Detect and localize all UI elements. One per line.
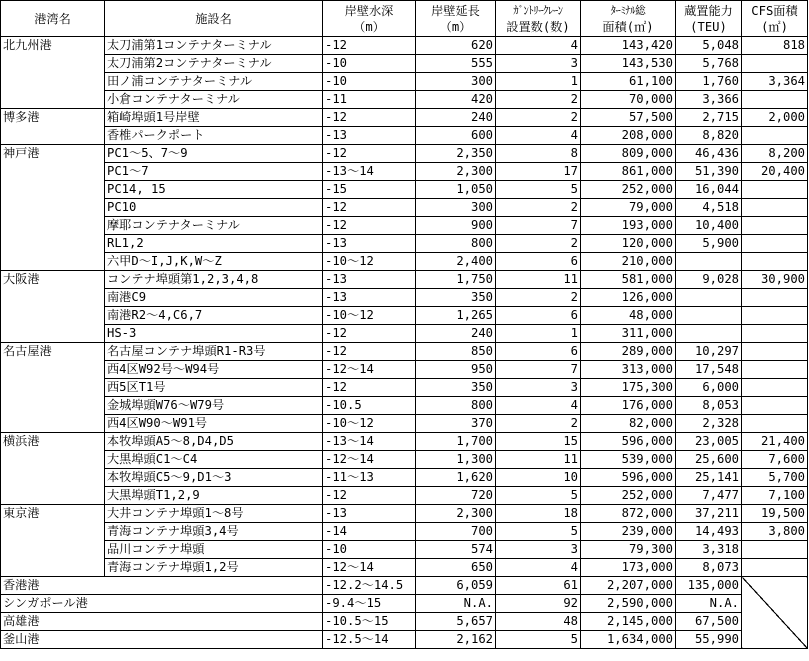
cfs-cell [742, 55, 808, 73]
cfs-cell [742, 181, 808, 199]
area-cell: 210,000 [581, 253, 676, 271]
header-cranes: ｶﾞﾝﾄﾘｰｸﾚｰﾝ 設置数(数) [496, 1, 581, 37]
depth-cell: -10.5 [323, 397, 416, 415]
facility-name-cell: 金城埠頭W76～W79号 [105, 397, 323, 415]
area-cell: 79,300 [581, 541, 676, 559]
cranes-cell: 1 [496, 73, 581, 91]
table-row [1, 271, 808, 289]
port-name-cell: 大阪港 [1, 271, 105, 343]
cranes-cell: 92 [496, 595, 581, 613]
cfs-cell [742, 235, 808, 253]
depth-cell: -12～14 [323, 451, 416, 469]
capacity-cell [676, 325, 742, 343]
table-row [1, 505, 808, 523]
cranes-cell: 17 [496, 163, 581, 181]
area-cell: 2,207,000 [581, 577, 676, 595]
area-cell: 1,634,000 [581, 631, 676, 649]
table-row [1, 631, 808, 649]
facility-name-cell: 香椎パークポート [105, 127, 323, 145]
cfs-cell: 3,800 [742, 523, 808, 541]
depth-cell: -12～14 [323, 361, 416, 379]
depth-cell: -14 [323, 523, 416, 541]
port-name-cell: 名古屋港 [1, 343, 105, 433]
cranes-cell: 3 [496, 379, 581, 397]
area-cell: 872,000 [581, 505, 676, 523]
depth-cell: -12 [323, 217, 416, 235]
cranes-cell: 2 [496, 199, 581, 217]
capacity-cell: 46,436 [676, 145, 742, 163]
length-cell: 240 [416, 109, 496, 127]
cfs-cell [742, 415, 808, 433]
depth-cell: -10～12 [323, 415, 416, 433]
capacity-cell: 1,760 [676, 73, 742, 91]
length-cell: 240 [416, 325, 496, 343]
table-row [1, 199, 808, 217]
depth-cell: -12 [323, 379, 416, 397]
cranes-cell: 6 [496, 253, 581, 271]
length-cell: 720 [416, 487, 496, 505]
depth-cell: -10 [323, 73, 416, 91]
depth-cell: -12.2～14.5 [323, 577, 416, 595]
table-row [1, 55, 808, 73]
length-cell: 800 [416, 235, 496, 253]
area-cell: 596,000 [581, 469, 676, 487]
cranes-cell: 2 [496, 235, 581, 253]
cranes-cell: 11 [496, 451, 581, 469]
cranes-cell: 11 [496, 271, 581, 289]
cranes-cell: 2 [496, 109, 581, 127]
depth-cell: -12 [323, 325, 416, 343]
cranes-cell: 2 [496, 289, 581, 307]
port-name-cell: 東京港 [1, 505, 105, 577]
area-cell: 289,000 [581, 343, 676, 361]
length-cell: 5,657 [416, 613, 496, 631]
depth-cell: -10～12 [323, 253, 416, 271]
facility-name-cell: PC1～5、7～9 [105, 145, 323, 163]
cranes-cell: 48 [496, 613, 581, 631]
facility-name-cell: 西4区W90～W91号 [105, 415, 323, 433]
cfs-cell [742, 253, 808, 271]
table-row [1, 91, 808, 109]
cfs-not-applicable-cell [742, 577, 808, 649]
depth-cell: -10 [323, 55, 416, 73]
capacity-cell [676, 289, 742, 307]
cranes-cell: 8 [496, 145, 581, 163]
facility-name-cell: 大井コンテナ埠頭1～8号 [105, 505, 323, 523]
area-cell: 311,000 [581, 325, 676, 343]
cranes-cell: 3 [496, 55, 581, 73]
capacity-cell: 10,297 [676, 343, 742, 361]
depth-cell: -13～14 [323, 433, 416, 451]
cfs-cell [742, 289, 808, 307]
depth-cell: -13 [323, 505, 416, 523]
depth-cell: -12 [323, 343, 416, 361]
depth-cell: -12.5～14 [323, 631, 416, 649]
cranes-cell: 61 [496, 577, 581, 595]
length-cell: 350 [416, 379, 496, 397]
capacity-cell: 14,493 [676, 523, 742, 541]
cfs-cell: 5,700 [742, 469, 808, 487]
cfs-cell: 19,500 [742, 505, 808, 523]
area-cell: 809,000 [581, 145, 676, 163]
port-name-cell: 高雄港 [1, 613, 323, 631]
length-cell: 300 [416, 73, 496, 91]
capacity-cell: 37,211 [676, 505, 742, 523]
depth-cell: -15 [323, 181, 416, 199]
facility-name-cell: 本牧埠頭A5～8,D4,D5 [105, 433, 323, 451]
cranes-cell: 5 [496, 523, 581, 541]
table-row [1, 325, 808, 343]
length-cell: 650 [416, 559, 496, 577]
cfs-cell [742, 127, 808, 145]
facility-name-cell: 西5区T1号 [105, 379, 323, 397]
capacity-cell [676, 253, 742, 271]
depth-cell: -13 [323, 127, 416, 145]
facility-name-cell: 本牧埠頭C5～9,D1～3 [105, 469, 323, 487]
length-cell: 850 [416, 343, 496, 361]
port-name-cell: 香港港 [1, 577, 323, 595]
table-row [1, 73, 808, 91]
length-cell: 1,265 [416, 307, 496, 325]
length-cell: 1,700 [416, 433, 496, 451]
area-cell: 193,000 [581, 217, 676, 235]
cranes-cell: 5 [496, 181, 581, 199]
header-depth: 岸壁水深 （m） [323, 1, 416, 37]
depth-cell: -9.4～15 [323, 595, 416, 613]
header-port: 港湾名 [1, 1, 105, 37]
cfs-cell: 818 [742, 37, 808, 55]
cranes-cell: 5 [496, 487, 581, 505]
table-row [1, 37, 808, 55]
facility-name-cell: 大黒埠頭C1～C4 [105, 451, 323, 469]
cranes-cell: 18 [496, 505, 581, 523]
capacity-cell: 8,073 [676, 559, 742, 577]
cranes-cell: 4 [496, 37, 581, 55]
capacity-cell: 8,820 [676, 127, 742, 145]
capacity-cell: 10,400 [676, 217, 742, 235]
cfs-cell: 7,600 [742, 451, 808, 469]
port-name-cell: 北九州港 [1, 37, 105, 109]
depth-cell: -13～14 [323, 163, 416, 181]
area-cell: 2,145,000 [581, 613, 676, 631]
length-cell: 950 [416, 361, 496, 379]
cranes-cell: 2 [496, 415, 581, 433]
table-row [1, 127, 808, 145]
cfs-cell [742, 217, 808, 235]
length-cell: 2,162 [416, 631, 496, 649]
facility-name-cell: 南港R2～4,C6,7 [105, 307, 323, 325]
table-row [1, 541, 808, 559]
header-capacity: 蔵置能力 (TEU) [676, 1, 742, 37]
table-row [1, 595, 808, 613]
length-cell: N.A. [416, 595, 496, 613]
facility-name-cell: PC14, 15 [105, 181, 323, 199]
table-row [1, 397, 808, 415]
cfs-cell [742, 325, 808, 343]
depth-cell: -12 [323, 37, 416, 55]
table-body [1, 37, 808, 649]
length-cell: 620 [416, 37, 496, 55]
table-row [1, 523, 808, 541]
area-cell: 173,000 [581, 559, 676, 577]
facility-name-cell: 太刀浦第1コンテナターミナル [105, 37, 323, 55]
area-cell: 79,000 [581, 199, 676, 217]
table-row [1, 253, 808, 271]
facility-name-cell: 青海コンテナ埠頭3,4号 [105, 523, 323, 541]
facility-name-cell: 西4区W92号～W94号 [105, 361, 323, 379]
length-cell: 2,300 [416, 505, 496, 523]
capacity-cell: 25,141 [676, 469, 742, 487]
port-name-cell: 博多港 [1, 109, 105, 145]
facility-name-cell: 名古屋コンテナ埠頭R1-R3号 [105, 343, 323, 361]
cranes-cell: 6 [496, 307, 581, 325]
depth-cell: -12 [323, 109, 416, 127]
facility-name-cell: 青海コンテナ埠頭1,2号 [105, 559, 323, 577]
area-cell: 61,100 [581, 73, 676, 91]
depth-cell: -13 [323, 235, 416, 253]
port-name-cell: 神戸港 [1, 145, 105, 271]
facility-name-cell: 六甲D～I,J,K,W～Z [105, 253, 323, 271]
table-row [1, 289, 808, 307]
table-row [1, 469, 808, 487]
cranes-cell: 4 [496, 397, 581, 415]
length-cell: 900 [416, 217, 496, 235]
cranes-cell: 4 [496, 559, 581, 577]
facility-name-cell: 大黒埠頭T1,2,9 [105, 487, 323, 505]
table-row [1, 343, 808, 361]
length-cell: 1,620 [416, 469, 496, 487]
depth-cell: -13 [323, 271, 416, 289]
depth-cell: -11 [323, 91, 416, 109]
table-row [1, 217, 808, 235]
depth-cell: -12 [323, 199, 416, 217]
table-row [1, 163, 808, 181]
table-row [1, 361, 808, 379]
depth-cell: -10.5～15 [323, 613, 416, 631]
cranes-cell: 1 [496, 325, 581, 343]
area-cell: 596,000 [581, 433, 676, 451]
facility-name-cell: 南港C9 [105, 289, 323, 307]
length-cell: 2,300 [416, 163, 496, 181]
facility-name-cell: 摩耶コンテナターミナル [105, 217, 323, 235]
area-cell: 175,300 [581, 379, 676, 397]
cfs-cell [742, 397, 808, 415]
capacity-cell: N.A. [676, 595, 742, 613]
capacity-cell: 55,990 [676, 631, 742, 649]
capacity-cell: 6,000 [676, 379, 742, 397]
cfs-cell: 3,364 [742, 73, 808, 91]
table-row [1, 109, 808, 127]
facility-name-cell: HS-3 [105, 325, 323, 343]
capacity-cell: 135,000 [676, 577, 742, 595]
facility-name-cell: 田ノ浦コンテナターミナル [105, 73, 323, 91]
cfs-cell: 30,900 [742, 271, 808, 289]
header-facility: 施設名 [105, 1, 323, 37]
facility-name-cell: 太刀浦第2コンテナターミナル [105, 55, 323, 73]
facility-name-cell: 箱崎埠頭1号岸壁 [105, 109, 323, 127]
table-header [1, 1, 808, 37]
capacity-cell: 51,390 [676, 163, 742, 181]
length-cell: 6,059 [416, 577, 496, 595]
length-cell: 700 [416, 523, 496, 541]
length-cell: 1,300 [416, 451, 496, 469]
capacity-cell: 5,768 [676, 55, 742, 73]
header-length: 岸壁延長 （m） [416, 1, 496, 37]
capacity-cell: 16,044 [676, 181, 742, 199]
port-name-cell: 横浜港 [1, 433, 105, 505]
cranes-cell: 7 [496, 217, 581, 235]
depth-cell: -12～14 [323, 559, 416, 577]
capacity-cell: 4,518 [676, 199, 742, 217]
table-row [1, 451, 808, 469]
cranes-cell: 7 [496, 361, 581, 379]
area-cell: 126,000 [581, 289, 676, 307]
capacity-cell: 8,053 [676, 397, 742, 415]
facility-name-cell: PC1～7 [105, 163, 323, 181]
area-cell: 176,000 [581, 397, 676, 415]
capacity-cell: 3,366 [676, 91, 742, 109]
table-row [1, 307, 808, 325]
table-row [1, 559, 808, 577]
length-cell: 1,750 [416, 271, 496, 289]
depth-cell: -13 [323, 289, 416, 307]
area-cell: 143,530 [581, 55, 676, 73]
length-cell: 370 [416, 415, 496, 433]
capacity-cell: 2,328 [676, 415, 742, 433]
area-cell: 539,000 [581, 451, 676, 469]
table-row [1, 433, 808, 451]
cranes-cell: 2 [496, 91, 581, 109]
cfs-cell: 21,400 [742, 433, 808, 451]
port-name-cell: 釜山港 [1, 631, 323, 649]
area-cell: 239,000 [581, 523, 676, 541]
facility-name-cell: RL1,2 [105, 235, 323, 253]
cfs-cell: 2,000 [742, 109, 808, 127]
area-cell: 861,000 [581, 163, 676, 181]
cranes-cell: 3 [496, 541, 581, 559]
capacity-cell [676, 307, 742, 325]
depth-cell: -12 [323, 145, 416, 163]
area-cell: 143,420 [581, 37, 676, 55]
cranes-cell: 15 [496, 433, 581, 451]
cfs-cell [742, 343, 808, 361]
capacity-cell: 17,548 [676, 361, 742, 379]
capacity-cell: 5,048 [676, 37, 742, 55]
depth-cell: -10～12 [323, 307, 416, 325]
capacity-cell: 5,900 [676, 235, 742, 253]
length-cell: 2,350 [416, 145, 496, 163]
cfs-cell [742, 307, 808, 325]
table-row [1, 379, 808, 397]
depth-cell: -10 [323, 541, 416, 559]
area-cell: 208,000 [581, 127, 676, 145]
area-cell: 57,500 [581, 109, 676, 127]
cfs-cell [742, 541, 808, 559]
length-cell: 1,050 [416, 181, 496, 199]
cfs-cell: 7,100 [742, 487, 808, 505]
table-row [1, 181, 808, 199]
length-cell: 300 [416, 199, 496, 217]
table-row [1, 235, 808, 253]
facility-name-cell: 小倉コンテナターミナル [105, 91, 323, 109]
table-row [1, 577, 808, 595]
depth-cell: -11～13 [323, 469, 416, 487]
table-row [1, 415, 808, 433]
cfs-cell: 8,200 [742, 145, 808, 163]
area-cell: 120,000 [581, 235, 676, 253]
facility-name-cell: PC10 [105, 199, 323, 217]
length-cell: 574 [416, 541, 496, 559]
table-row [1, 613, 808, 631]
area-cell: 82,000 [581, 415, 676, 433]
capacity-cell: 23,005 [676, 433, 742, 451]
capacity-cell: 7,477 [676, 487, 742, 505]
cfs-cell [742, 361, 808, 379]
cranes-cell: 4 [496, 127, 581, 145]
capacity-cell: 25,600 [676, 451, 742, 469]
area-cell: 313,000 [581, 361, 676, 379]
cfs-cell [742, 559, 808, 577]
cranes-cell: 6 [496, 343, 581, 361]
area-cell: 48,000 [581, 307, 676, 325]
length-cell: 600 [416, 127, 496, 145]
facility-name-cell: 品川コンテナ埠頭 [105, 541, 323, 559]
table-row [1, 487, 808, 505]
depth-cell: -12 [323, 487, 416, 505]
length-cell: 555 [416, 55, 496, 73]
capacity-cell: 67,500 [676, 613, 742, 631]
area-cell: 70,000 [581, 91, 676, 109]
capacity-cell: 2,715 [676, 109, 742, 127]
capacity-cell: 9,028 [676, 271, 742, 289]
cranes-cell: 10 [496, 469, 581, 487]
area-cell: 252,000 [581, 181, 676, 199]
cfs-cell [742, 199, 808, 217]
table-row [1, 145, 808, 163]
facility-name-cell: コンテナ埠頭第1,2,3,4,8 [105, 271, 323, 289]
length-cell: 350 [416, 289, 496, 307]
cfs-cell [742, 91, 808, 109]
cfs-cell [742, 379, 808, 397]
area-cell: 2,590,000 [581, 595, 676, 613]
area-cell: 252,000 [581, 487, 676, 505]
length-cell: 800 [416, 397, 496, 415]
header-cfs: CFS面積 (㎡) [742, 1, 808, 37]
area-cell: 581,000 [581, 271, 676, 289]
header-area: ﾀｰﾐﾅﾙ総 面積(㎡) [581, 1, 676, 37]
length-cell: 420 [416, 91, 496, 109]
length-cell: 2,400 [416, 253, 496, 271]
port-name-cell: シンガポール港 [1, 595, 323, 613]
cfs-cell: 20,400 [742, 163, 808, 181]
capacity-cell: 3,318 [676, 541, 742, 559]
cranes-cell: 5 [496, 631, 581, 649]
